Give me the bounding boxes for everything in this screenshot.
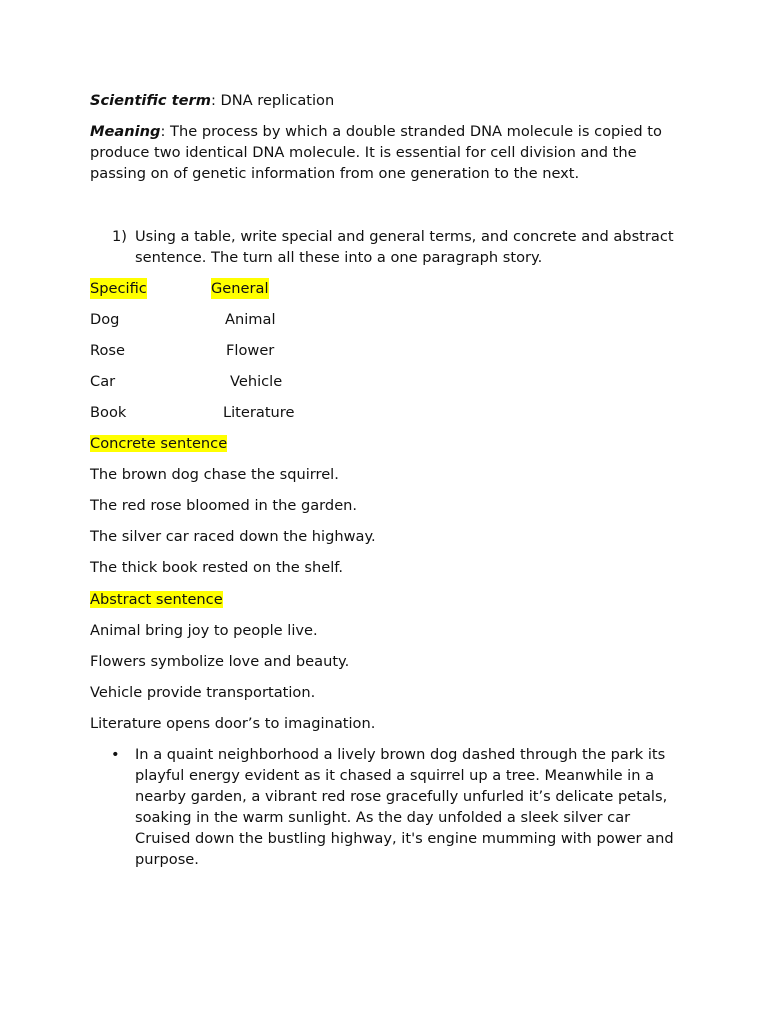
header-general: General <box>211 280 269 297</box>
header-specific: Specific <box>90 280 147 297</box>
story-item <box>90 744 680 870</box>
table-header-row <box>90 278 680 299</box>
abstract-sentence: Animal bring joy to people live. <box>90 622 318 639</box>
table-row <box>90 340 680 361</box>
meaning-label: Meaning <box>90 123 161 140</box>
story-list <box>90 744 680 870</box>
concrete-heading <box>90 433 680 454</box>
table-row <box>90 371 680 392</box>
story-text: In a quaint neighborhood a lively brown dog dashed through the park its playful energy evident as it chased a squirrel up a tree. Meanwhile in a nearby garden, a vibrant red rose gracefully unfurled it’s delicate petals, soaking in the warm sunlight. As the day unfolded a sleek silver car Cruised down the bustling highway, it's engine mumming with power and purpose. <box>135 746 674 868</box>
abstract-sentence: Literature opens door’s to imagination. <box>90 715 376 732</box>
specific-term: Dog <box>90 311 120 328</box>
scientific-term-label: Scientific term <box>90 92 211 109</box>
general-term: Animal <box>225 311 276 328</box>
table-row <box>90 309 680 330</box>
task-number: 1) <box>112 228 127 245</box>
concrete-sentence: The red rose bloomed in the garden. <box>90 497 358 514</box>
table-row <box>90 402 680 423</box>
abstract-sentence: Flowers symbolize love and beauty. <box>90 653 350 670</box>
specific-term: Rose <box>90 342 125 359</box>
abstract-heading <box>90 589 680 610</box>
abstract-heading-text: Abstract sentence <box>90 591 223 608</box>
specific-term: Car <box>90 373 116 390</box>
concrete-sentence: The silver car raced down the highway. <box>90 528 376 545</box>
scientific-term-line <box>90 90 680 111</box>
abstract-sentence: Vehicle provide transportation. <box>90 684 316 701</box>
general-term: Flower <box>226 342 275 359</box>
concrete-sentence: The brown dog chase the squirrel. <box>90 466 339 483</box>
general-term: Vehicle <box>230 373 283 390</box>
task-text: Using a table, write special and general terms, and concrete and abstract sentence. The turn all these into a one paragraph story. <box>135 228 674 266</box>
meaning-paragraph <box>90 121 680 184</box>
concrete-heading-text: Concrete sentence <box>90 435 228 452</box>
meaning-text: : The process by which a double stranded DNA molecule is copied to produce two identical DNA molecule. It is essential for cell division and the passing on of genetic information from one generation to the next. <box>90 123 662 182</box>
concrete-sentence: The thick book rested on the shelf. <box>90 559 344 576</box>
scientific-term-value: : DNA replication <box>210 92 335 109</box>
specific-term: Book <box>90 404 127 421</box>
document-page <box>90 90 680 870</box>
general-term: Literature <box>223 404 295 421</box>
task-item <box>90 226 680 268</box>
task-list <box>90 226 680 268</box>
bullet-icon: • <box>111 746 120 763</box>
